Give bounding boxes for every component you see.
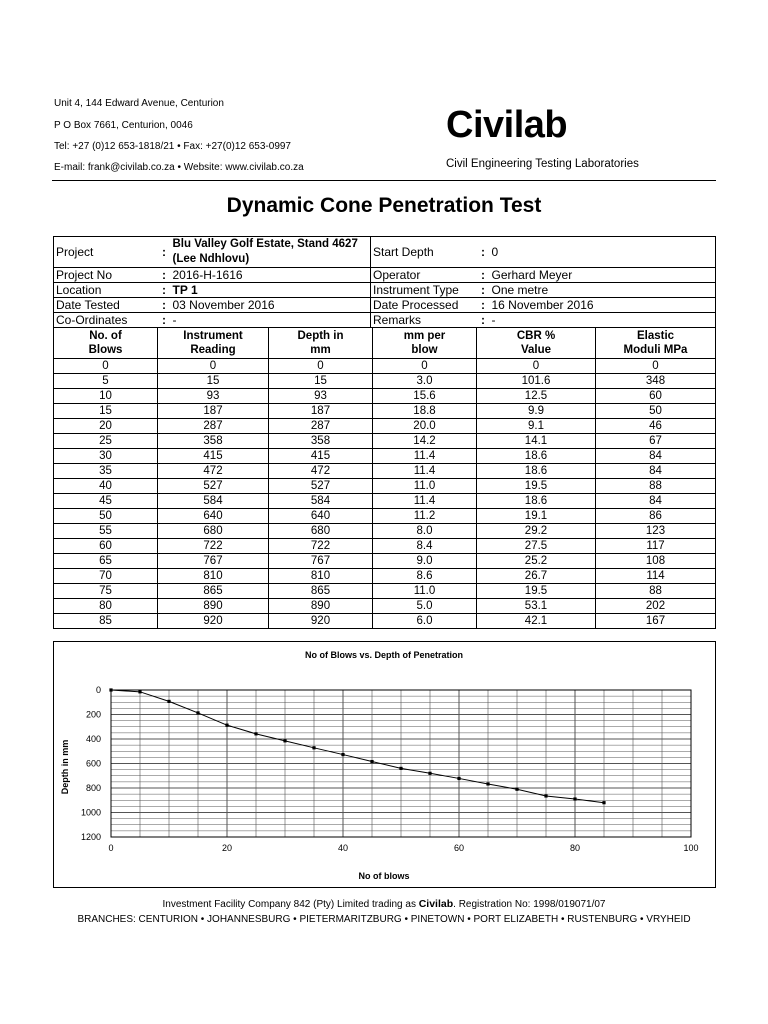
table-cell: 14.2	[373, 434, 477, 449]
table-cell: 12.5	[477, 389, 596, 404]
x-tick-label: 100	[683, 843, 699, 853]
table-cell: 85	[54, 614, 158, 629]
date-tested-label: Date Tested	[54, 298, 158, 313]
table-cell: 527	[158, 479, 269, 494]
table-cell: 101.6	[477, 374, 596, 389]
data-point	[254, 732, 257, 735]
table-cell: 15.6	[373, 389, 477, 404]
table-cell: 767	[158, 554, 269, 569]
table-cell: 287	[158, 419, 269, 434]
footer-logo: Civilab	[418, 898, 454, 910]
remarks-label: Remarks	[371, 313, 477, 328]
table-row	[54, 359, 716, 374]
table-cell: 0	[269, 359, 373, 374]
table-cell: 15	[54, 404, 158, 419]
table-cell: 46	[596, 419, 716, 434]
table-row	[54, 449, 716, 464]
data-point	[341, 753, 344, 756]
data-point	[399, 767, 402, 770]
table-cell: 8.6	[373, 569, 477, 584]
table-cell: 0	[373, 359, 477, 374]
table-cell: 30	[54, 449, 158, 464]
start-depth-label: Start Depth	[371, 237, 477, 268]
y-tick-label: 1200	[80, 832, 101, 842]
column-header	[158, 328, 269, 359]
chart-x-axis-label: No of blows	[358, 871, 410, 881]
table-cell: 45	[54, 494, 158, 509]
x-tick-label: 80	[569, 843, 581, 853]
table-cell: 55	[54, 524, 158, 539]
data-point	[457, 777, 460, 780]
table-cell: 920	[158, 614, 269, 629]
colon: :	[158, 283, 171, 298]
header-divider	[52, 180, 716, 181]
x-tick-label: 0	[108, 843, 114, 853]
page-title: Dynamic Cone Penetration Test	[226, 194, 542, 217]
chart-series	[109, 688, 605, 804]
table-row	[54, 494, 716, 509]
table-cell: 19.5	[477, 479, 596, 494]
table-cell: 358	[269, 434, 373, 449]
table-cell: 117	[596, 539, 716, 554]
table-cell: 202	[596, 599, 716, 614]
data-point	[138, 690, 141, 693]
table-cell: 472	[269, 464, 373, 479]
table-cell: 358	[158, 434, 269, 449]
address-line-1: Unit 4, 144 Edward Avenue, Centurion	[54, 98, 224, 109]
table-cell: 0	[54, 359, 158, 374]
column-header-line: Reading	[190, 344, 236, 356]
column-header-line: CBR %	[516, 330, 556, 342]
table-cell: 0	[596, 359, 716, 374]
table-cell: 18.6	[477, 494, 596, 509]
table-cell: 9.1	[477, 419, 596, 434]
table-row	[54, 389, 716, 404]
colon: :	[477, 283, 490, 298]
footer-suffix: . Registration No: 1998/019071/07	[453, 899, 606, 910]
table-cell: 50	[596, 404, 716, 419]
table-cell: 25.2	[477, 554, 596, 569]
info-row-coordinates	[54, 313, 716, 328]
table-cell: 167	[596, 614, 716, 629]
table-cell: 287	[269, 419, 373, 434]
table-cell: 67	[596, 434, 716, 449]
table-cell: 86	[596, 509, 716, 524]
table-cell: 108	[596, 554, 716, 569]
column-header	[477, 328, 596, 359]
table-cell: 20.0	[373, 419, 477, 434]
table-cell: 84	[596, 494, 716, 509]
column-header-line: Value	[520, 344, 552, 356]
y-tick-label: 600	[85, 758, 101, 769]
table-row	[54, 614, 716, 629]
table-cell: 680	[269, 524, 373, 539]
coordinates-label: Co-Ordinates	[56, 312, 128, 327]
table-cell: 93	[158, 389, 269, 404]
column-header-line: mm per	[403, 330, 446, 342]
table-cell: 8.4	[373, 539, 477, 554]
y-tick-label: 200	[85, 709, 101, 720]
data-point	[428, 772, 431, 775]
footer-prefix: Investment Facility Company 842 (Pty) Limited trading as	[162, 899, 416, 910]
table-row	[54, 539, 716, 554]
address-line-4: E-mail: frank@civilab.co.za • Website: www.civilab.co.za	[54, 162, 304, 173]
table-row	[54, 434, 716, 449]
column-header-line: Instrument	[183, 330, 243, 342]
x-tick-label: 60	[453, 843, 465, 853]
table-cell: 865	[158, 584, 269, 599]
data-point	[196, 711, 199, 714]
table-cell: 26.7	[477, 569, 596, 584]
table-cell: 11.2	[373, 509, 477, 524]
y-tick-label: 1000	[80, 807, 101, 818]
table-cell: 10	[54, 389, 158, 404]
operator-value: Gerhard Meyer	[490, 268, 716, 283]
table-body	[54, 359, 716, 629]
y-tick-label: 400	[85, 734, 101, 744]
address-line-2: P O Box 7661, Centurion, 0046	[54, 120, 193, 131]
table-cell: 584	[158, 494, 269, 509]
table-cell: 584	[269, 494, 373, 509]
table-cell: 527	[269, 479, 373, 494]
y-tick-label: 0	[95, 685, 101, 695]
table-cell: 75	[54, 584, 158, 599]
column-header-line: Blows	[88, 344, 123, 356]
project-label: Project	[54, 237, 158, 268]
table-row	[54, 404, 716, 419]
column-header-line: mm	[310, 344, 331, 356]
table-cell: 35	[54, 464, 158, 479]
table-row	[54, 419, 716, 434]
colon: :	[477, 298, 490, 313]
column-header	[54, 328, 158, 359]
table-row	[54, 569, 716, 584]
colon: :	[477, 237, 490, 268]
table-cell: 14.1	[477, 434, 596, 449]
table-cell: 11.0	[373, 479, 477, 494]
y-tick-label: 800	[85, 783, 101, 793]
table-cell: 810	[158, 569, 269, 584]
column-header	[373, 328, 477, 359]
table-cell: 65	[54, 554, 158, 569]
series-line	[111, 690, 604, 803]
table-cell: 18.6	[477, 464, 596, 479]
instrument-type-value: One metre	[490, 283, 716, 298]
colon: :	[158, 268, 171, 283]
data-point	[312, 746, 315, 749]
table-cell: 11.0	[373, 584, 477, 599]
table-cell: 15	[269, 374, 373, 389]
project-no-value: 2016-H-1616	[171, 268, 371, 283]
data-point	[225, 724, 228, 727]
date-processed-label: Date Processed	[371, 298, 477, 313]
table-cell: 0	[477, 359, 596, 374]
data-point	[167, 700, 170, 703]
table-cell: 865	[269, 584, 373, 599]
table-row	[54, 509, 716, 524]
table-cell: 415	[269, 449, 373, 464]
address-line-3: Tel: +27 (0)12 653-1818/21 • Fax: +27(0)12 653-0997	[54, 141, 291, 152]
table-cell: 348	[596, 374, 716, 389]
table-cell: 3.0	[373, 374, 477, 389]
date-processed-value: 16 November 2016	[490, 298, 716, 313]
table-cell: 5.0	[373, 599, 477, 614]
table-cell: 11.4	[373, 449, 477, 464]
table-cell: 680	[158, 524, 269, 539]
table-cell: 5	[54, 374, 158, 389]
table-cell: 80	[54, 599, 158, 614]
table-cell: 9.0	[373, 554, 477, 569]
data-point	[515, 788, 518, 791]
table-cell: 88	[596, 584, 716, 599]
table-cell: 890	[158, 599, 269, 614]
table-cell: 60	[596, 389, 716, 404]
colon: :	[162, 312, 166, 327]
dcp-results-table	[53, 327, 716, 629]
column-header-line: Moduli MPa	[623, 344, 688, 356]
location-label: Location	[54, 283, 158, 298]
table-cell: 0	[158, 359, 269, 374]
operator-label: Operator	[371, 268, 477, 283]
table-cell: 27.5	[477, 539, 596, 554]
table-cell: 920	[269, 614, 373, 629]
company-tagline: Civil Engineering Testing Laboratories	[446, 158, 639, 170]
table-cell: 767	[269, 554, 373, 569]
column-header-line: Depth in	[297, 330, 344, 342]
table-cell: 123	[596, 524, 716, 539]
company-logo: Civilab	[446, 104, 568, 146]
info-row-location	[54, 283, 716, 298]
x-tick-label: 20	[221, 843, 233, 853]
table-row	[54, 479, 716, 494]
project-info-table	[53, 236, 716, 328]
table-cell: 9.9	[477, 404, 596, 419]
info-row-date-tested	[54, 298, 716, 313]
chart-title: No of Blows vs. Depth of Penetration	[304, 650, 464, 660]
remarks-value: -	[491, 312, 496, 327]
column-header-line: blow	[411, 344, 438, 356]
table-cell: 84	[596, 449, 716, 464]
column-header	[269, 328, 373, 359]
data-point	[573, 797, 576, 800]
table-cell: 6.0	[373, 614, 477, 629]
table-cell: 187	[269, 404, 373, 419]
table-row	[54, 554, 716, 569]
info-row-project-no	[54, 268, 716, 283]
table-cell: 15	[158, 374, 269, 389]
table-row	[54, 599, 716, 614]
data-point	[109, 688, 112, 691]
table-cell: 810	[269, 569, 373, 584]
data-point	[370, 760, 373, 763]
table-cell: 84	[596, 464, 716, 479]
colon: :	[477, 268, 490, 283]
table-cell: 114	[596, 569, 716, 584]
table-cell: 8.0	[373, 524, 477, 539]
data-point	[283, 739, 286, 742]
table-cell: 25	[54, 434, 158, 449]
chart-y-axis-label: Depth in mm	[60, 739, 70, 795]
table-cell: 53.1	[477, 599, 596, 614]
table-row	[54, 464, 716, 479]
table-cell: 11.4	[373, 494, 477, 509]
table-cell: 640	[158, 509, 269, 524]
table-row	[54, 584, 716, 599]
table-cell: 29.2	[477, 524, 596, 539]
x-tick-label: 40	[337, 843, 349, 853]
table-cell: 11.4	[373, 464, 477, 479]
table-cell: 19.1	[477, 509, 596, 524]
chart-ticks	[81, 685, 699, 853]
table-cell: 70	[54, 569, 158, 584]
table-cell: 415	[158, 449, 269, 464]
table-cell: 18.6	[477, 449, 596, 464]
table-cell: 50	[54, 509, 158, 524]
project-no-label: Project No	[54, 268, 158, 283]
table-cell: 472	[158, 464, 269, 479]
table-cell: 18.8	[373, 404, 477, 419]
instrument-type-label: Instrument Type	[371, 283, 477, 298]
table-row	[54, 374, 716, 389]
table-cell: 640	[269, 509, 373, 524]
table-cell: 890	[269, 599, 373, 614]
table-cell: 93	[269, 389, 373, 404]
colon: :	[158, 237, 171, 268]
location-value: TP 1	[171, 283, 371, 298]
project-value: Blu Valley Golf Estate, Stand 4627 (Lee Ndhlovu)	[171, 237, 371, 268]
data-point	[602, 801, 605, 804]
footer-branches: BRANCHES: CENTURION • JOHANNESBURG • PIETERMARITZBURG • PINETOWN • PORT ELIZABETH • RUSTENBURG • VRYHEID	[77, 914, 691, 925]
table-header-row	[54, 328, 716, 359]
coordinates-value: -	[172, 312, 177, 327]
depth-chart	[53, 641, 716, 888]
table-cell: 42.1	[477, 614, 596, 629]
table-cell: 722	[158, 539, 269, 554]
colon: :	[158, 298, 171, 313]
info-row-project	[54, 237, 716, 268]
table-cell: 19.5	[477, 584, 596, 599]
colon: :	[481, 312, 485, 327]
chart-svg	[54, 642, 715, 887]
table-cell: 187	[158, 404, 269, 419]
column-header	[596, 328, 716, 359]
data-point	[544, 794, 547, 797]
column-header-line: Elastic	[636, 330, 675, 342]
table-cell: 40	[54, 479, 158, 494]
column-header-line: No. of	[89, 330, 122, 342]
date-tested-value: 03 November 2016	[171, 298, 371, 313]
table-row	[54, 524, 716, 539]
start-depth-value: 0	[490, 237, 716, 268]
table-cell: 88	[596, 479, 716, 494]
table-cell: 60	[54, 539, 158, 554]
table-cell: 20	[54, 419, 158, 434]
table-cell: 722	[269, 539, 373, 554]
footer-registration	[0, 898, 768, 910]
data-point	[486, 782, 489, 785]
